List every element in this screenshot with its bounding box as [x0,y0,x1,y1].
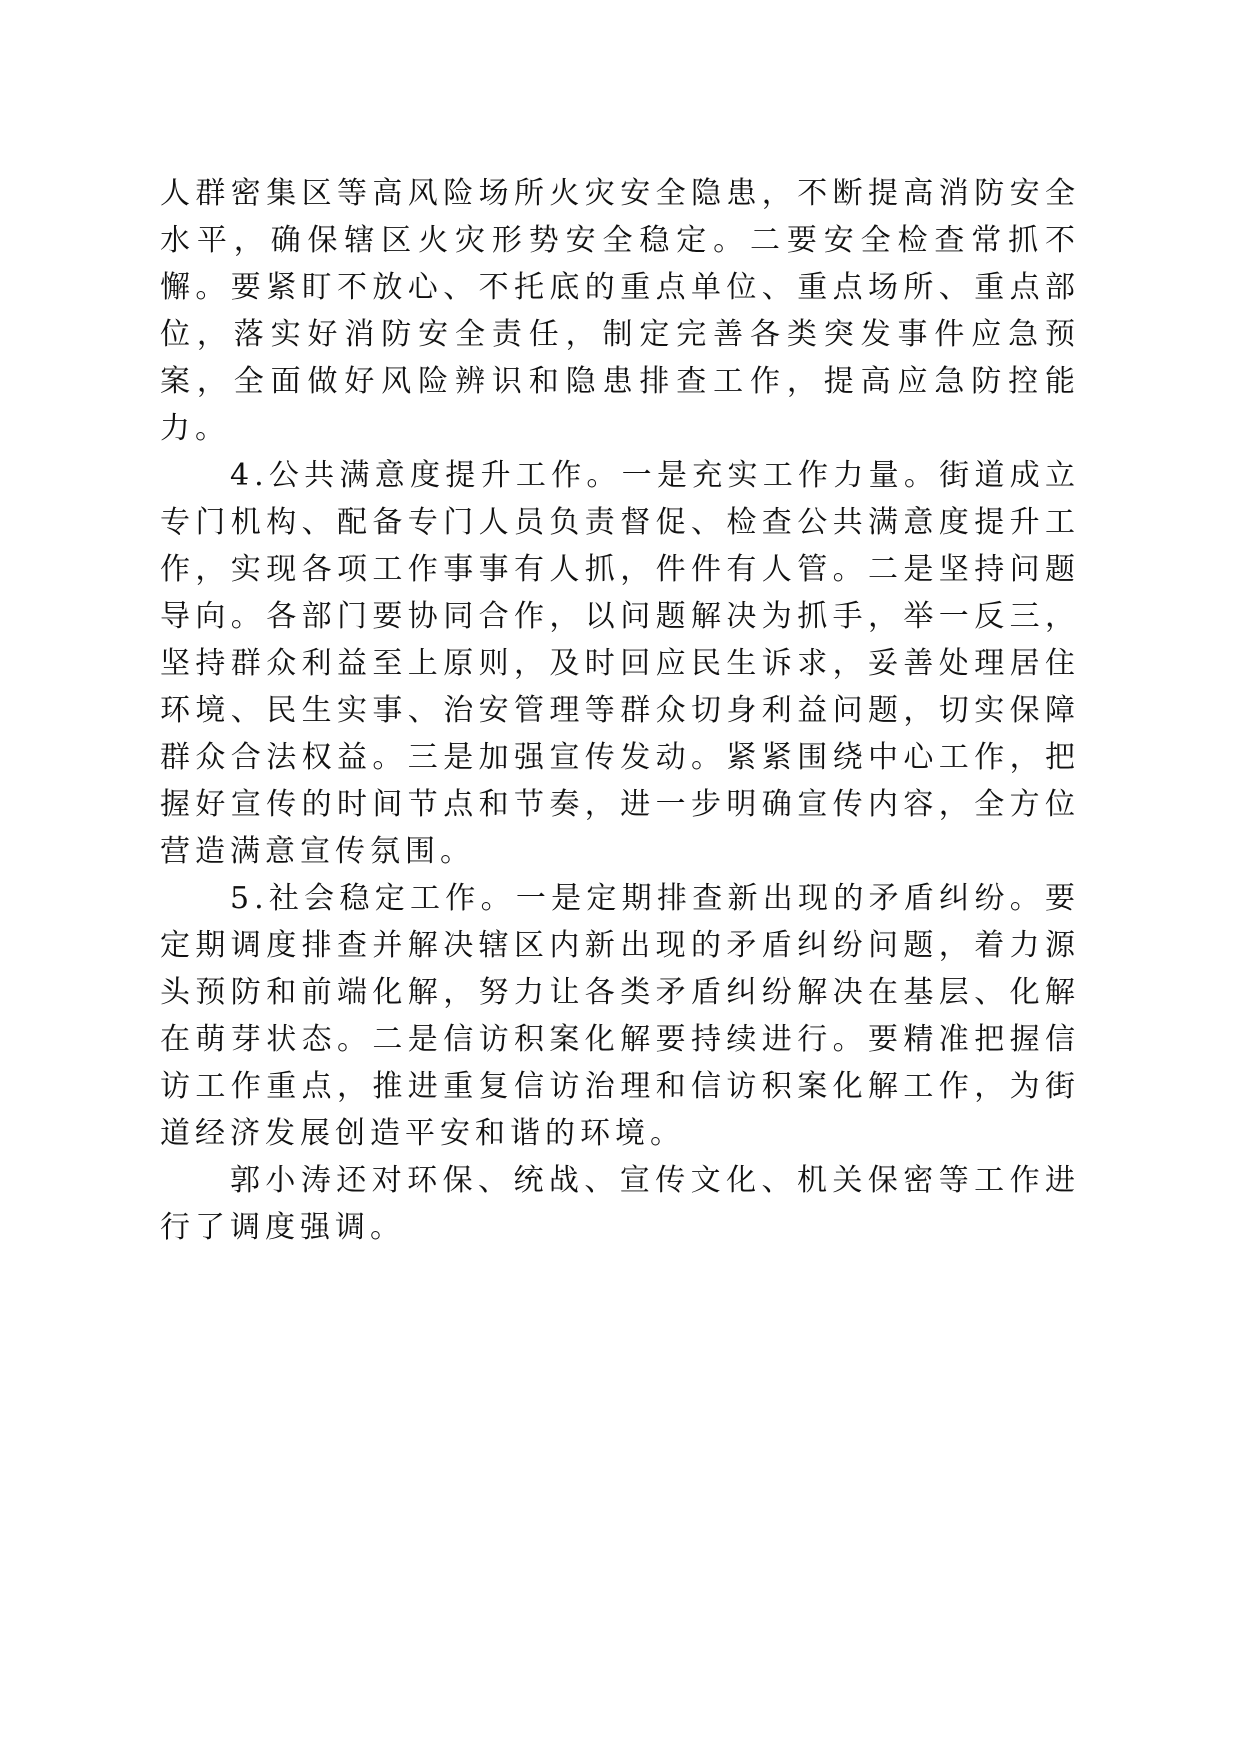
paragraph-closing-remarks: 郭小涛还对环保、统战、宣传文化、机关保密等工作进行了调度强调。 [160,1163,1080,1245]
document-body [160,170,1080,1251]
paragraph-fire-safety: 人群密集区等高风险场所火灾安全隐患，不断提高消防安全水平，确保辖区火灾形势安全稳定。二要安全检查常抓不懈。要紧盯不放心、不托底的重点单位、重点场所、重点部位，落实好消防安全责任，制定完善各类突发事件应急预案，全面做好风险辨识和隐患排查工作，提高应急防控能力。 [160,176,1080,446]
paragraph-public-satisfaction: 4.公共满意度提升工作。一是充实工作力量。街道成立专门机构、配备专门人员负责督促、检查公共满意度提升工作，实现各项工作事事有人抓，件件有人管。二是坚持问题导向。各部门要协同合作，以问题解决为抓手，举一反三，坚持群众利益至上原则，及时回应民生诉求，妥善处理居住环境、民生实事、治安管理等群众切身利益问题，切实保障群众合法权益。三是加强宣传发动。紧紧围绕中心工作，把握好宣传的时间节点和节奏，进一步明确宣传内容，全方位营造满意宣传氛围。 [160,458,1080,869]
paragraph-social-stability: 5.社会稳定工作。一是定期排查新出现的矛盾纠纷。要定期调度排查并解决辖区内新出现的矛盾纠纷问题，着力源头预防和前端化解，努力让各类矛盾纠纷解决在基层、化解在萌芽状态。二是信访积案化解要持续进行。要精准把握信访工作重点，推进重复信访治理和信访积案化解工作，为街道经济发展创造平安和谐的环境。 [160,881,1080,1151]
